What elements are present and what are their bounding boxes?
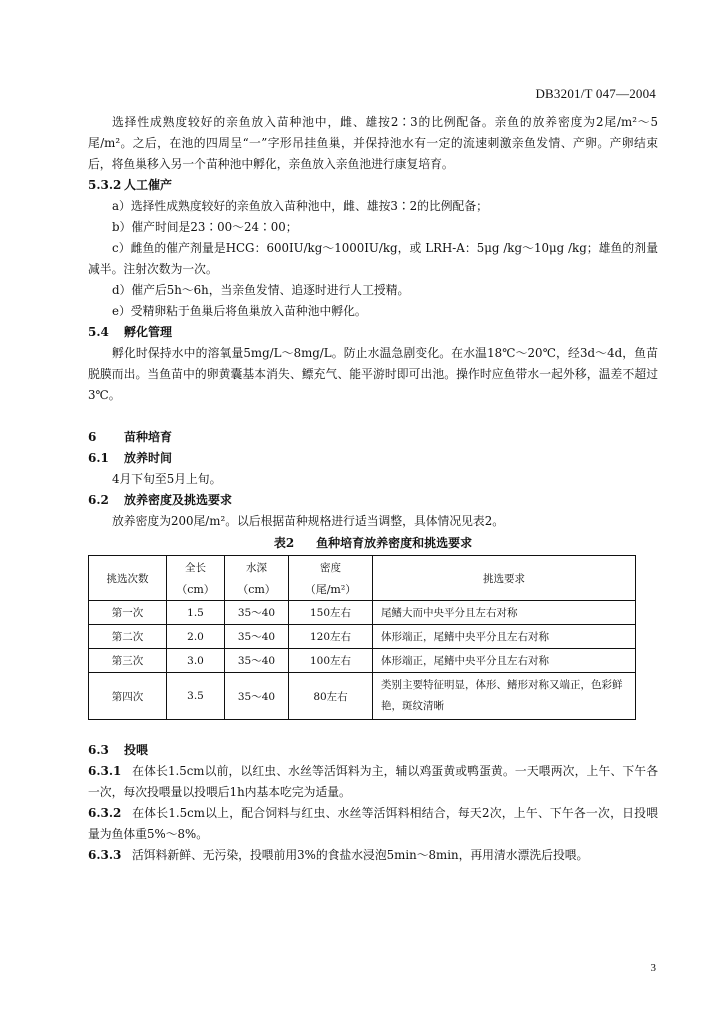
section-6-3-heading [88,740,658,761]
cell-times: 第二次 [89,625,167,649]
cell-depth: 35～40 [225,625,289,649]
cell-requirements: 类别主要特征明显，体形、鳍形对称又端正，色彩鲜艳，斑纹清晰 [373,673,636,720]
cell-times: 第三次 [89,649,167,673]
section-6-3-2-text: 在体长1.5cm以上，配合饲料与红虫、水丝等活饵料相结合，每天2次，上午、下午各一次，日投喂量为鱼体重5%～8%。 [88,806,658,841]
table-row [89,625,636,649]
section-title: 放养时间 [124,451,173,465]
section-6-heading [88,427,658,448]
section-6-3-1-text: 在体长1.5cm以前，以红虫、水丝等活饵料为主，辅以鸡蛋黄或鸭蛋黄。一天喂两次，上午、下午各一次，每次投喂量以投喂后1h内基本吃完为适量。 [88,764,658,799]
list-item-e: e）受精卵粘于鱼巢后将鱼巢放入苗种池中孵化。 [112,304,367,318]
section-number: 6.2 [88,493,109,507]
list-item-d: d）催产后5h～6h，当亲鱼发情、追逐时进行人工授精。 [112,283,410,297]
cell-times: 第一次 [89,601,167,625]
header-depth-unit: （cm） [237,582,276,596]
section-number: 6.3.3 [88,848,122,862]
header-requirements: 挑选要求 [373,556,636,601]
list-item-c: c）雌鱼的催产剂量是HCG：600IU/kg～1000IU/kg，或 LRH-A：5μg /kg～10μg /kg；雄鱼的剂量减半。注射次数为一次。 [88,241,658,276]
section-5-4-heading [88,322,658,343]
table-title: 鱼种培育放养密度和挑选要求 [316,536,473,550]
header-density-unit: （尾/m²） [304,582,357,596]
section-number: 6.3.1 [88,764,122,778]
table-caption [88,533,658,553]
header-depth-label: 水深 [246,561,267,574]
table-row [89,673,636,720]
page-number: 3 [650,962,656,974]
section-5-4-text: 孵化时保持水中的溶氧量5mg/L～8mg/L。防止水温急剧变化。在水温18℃～20℃，经3d～4d，鱼苗脱膜而出。当鱼苗中的卵黄囊基本消失、鳔充气、能平游时即可出池。操作时应鱼带水一起外移，温差不超过3℃。 [88,346,658,402]
cell-depth: 35～40 [225,601,289,625]
header-length [167,556,225,601]
table-row [89,601,636,625]
cell-depth: 35～40 [225,673,289,720]
list-item-a: a）选择性成熟度较好的亲鱼放入苗种池中，雌、雄按3∶2的比例配备； [112,199,488,213]
section-6-3-2 [88,803,658,845]
section-title: 人工催产 [124,178,173,192]
header-times: 挑选次数 [89,556,167,601]
section-title: 放养密度及挑选要求 [124,493,233,507]
cell-density: 150左右 [289,601,373,625]
cell-length: 1.5 [167,601,225,625]
cell-length: 2.0 [167,625,225,649]
section-6-3-3-text: 活饵料新鲜、无污染，投喂前用3%的食盐水浸泡5min～8min，再用清水漂洗后投喂。 [132,848,589,862]
section-6-3-3 [88,845,658,866]
header-depth [225,556,289,601]
cell-length: 3.0 [167,649,225,673]
cell-density: 120左右 [289,625,373,649]
cell-length: 3.5 [167,673,225,720]
cell-depth: 35～40 [225,649,289,673]
section-6-2-heading [88,490,658,511]
table-number: 表2 [273,536,295,550]
spacer [88,720,658,740]
section-title: 投喂 [124,743,149,757]
section-6-1-text: 4月下旬至5月上旬。 [112,472,222,486]
list-item-b: b）催产时间是23∶00～24∶00； [112,220,298,234]
cell-density: 100左右 [289,649,373,673]
section-number: 5.4 [88,325,109,339]
header-density [289,556,373,601]
section-5-3-1-text: 选择性成熟度较好的亲鱼放入苗种池中，雌、雄按2∶3的比例配备。亲鱼的放养密度为2尾/m²～5尾/m²。之后，在池的四周呈“一”字形吊挂鱼巢，并保持池水有一定的流速刺激亲鱼发情、产卵。产卵结束后，将鱼巢移入另一个苗种池中孵化，亲鱼放入亲鱼池进行康复培育。 [88,115,658,171]
page-content [88,112,658,866]
header-density-label: 密度 [320,561,341,574]
cell-times: 第四次 [89,673,167,720]
section-6-1-heading [88,448,658,469]
section-number: 5.3.2 [88,178,122,192]
section-6-2-text: 放养密度为200尾/m²。以后根据苗种规格进行适当调整，具体情况见表2。 [112,514,505,528]
cell-density: 80左右 [289,673,373,720]
table-row [89,649,636,673]
document-code: DB3201/T 047—2004 [535,86,656,101]
header-length-unit: （cm） [176,582,215,596]
header-length-label: 全长 [185,561,206,574]
section-title: 苗种培育 [124,430,173,444]
table-header-row [89,556,636,601]
section-5-3-2-heading [88,175,658,196]
section-number: 6.3 [88,743,109,757]
stocking-table [88,555,636,720]
cell-requirements: 体形端正，尾鳍中央平分且左右对称 [373,625,636,649]
spacer [88,406,658,427]
section-title: 孵化管理 [124,325,173,339]
section-number: 6.3.2 [88,806,122,820]
section-number: 6 [88,430,97,444]
cell-requirements: 尾鳍大而中央平分且左右对称 [373,601,636,625]
section-number: 6.1 [88,451,109,465]
section-6-3-1 [88,761,658,803]
cell-requirements: 体形端正，尾鳍中央平分且左右对称 [373,649,636,673]
